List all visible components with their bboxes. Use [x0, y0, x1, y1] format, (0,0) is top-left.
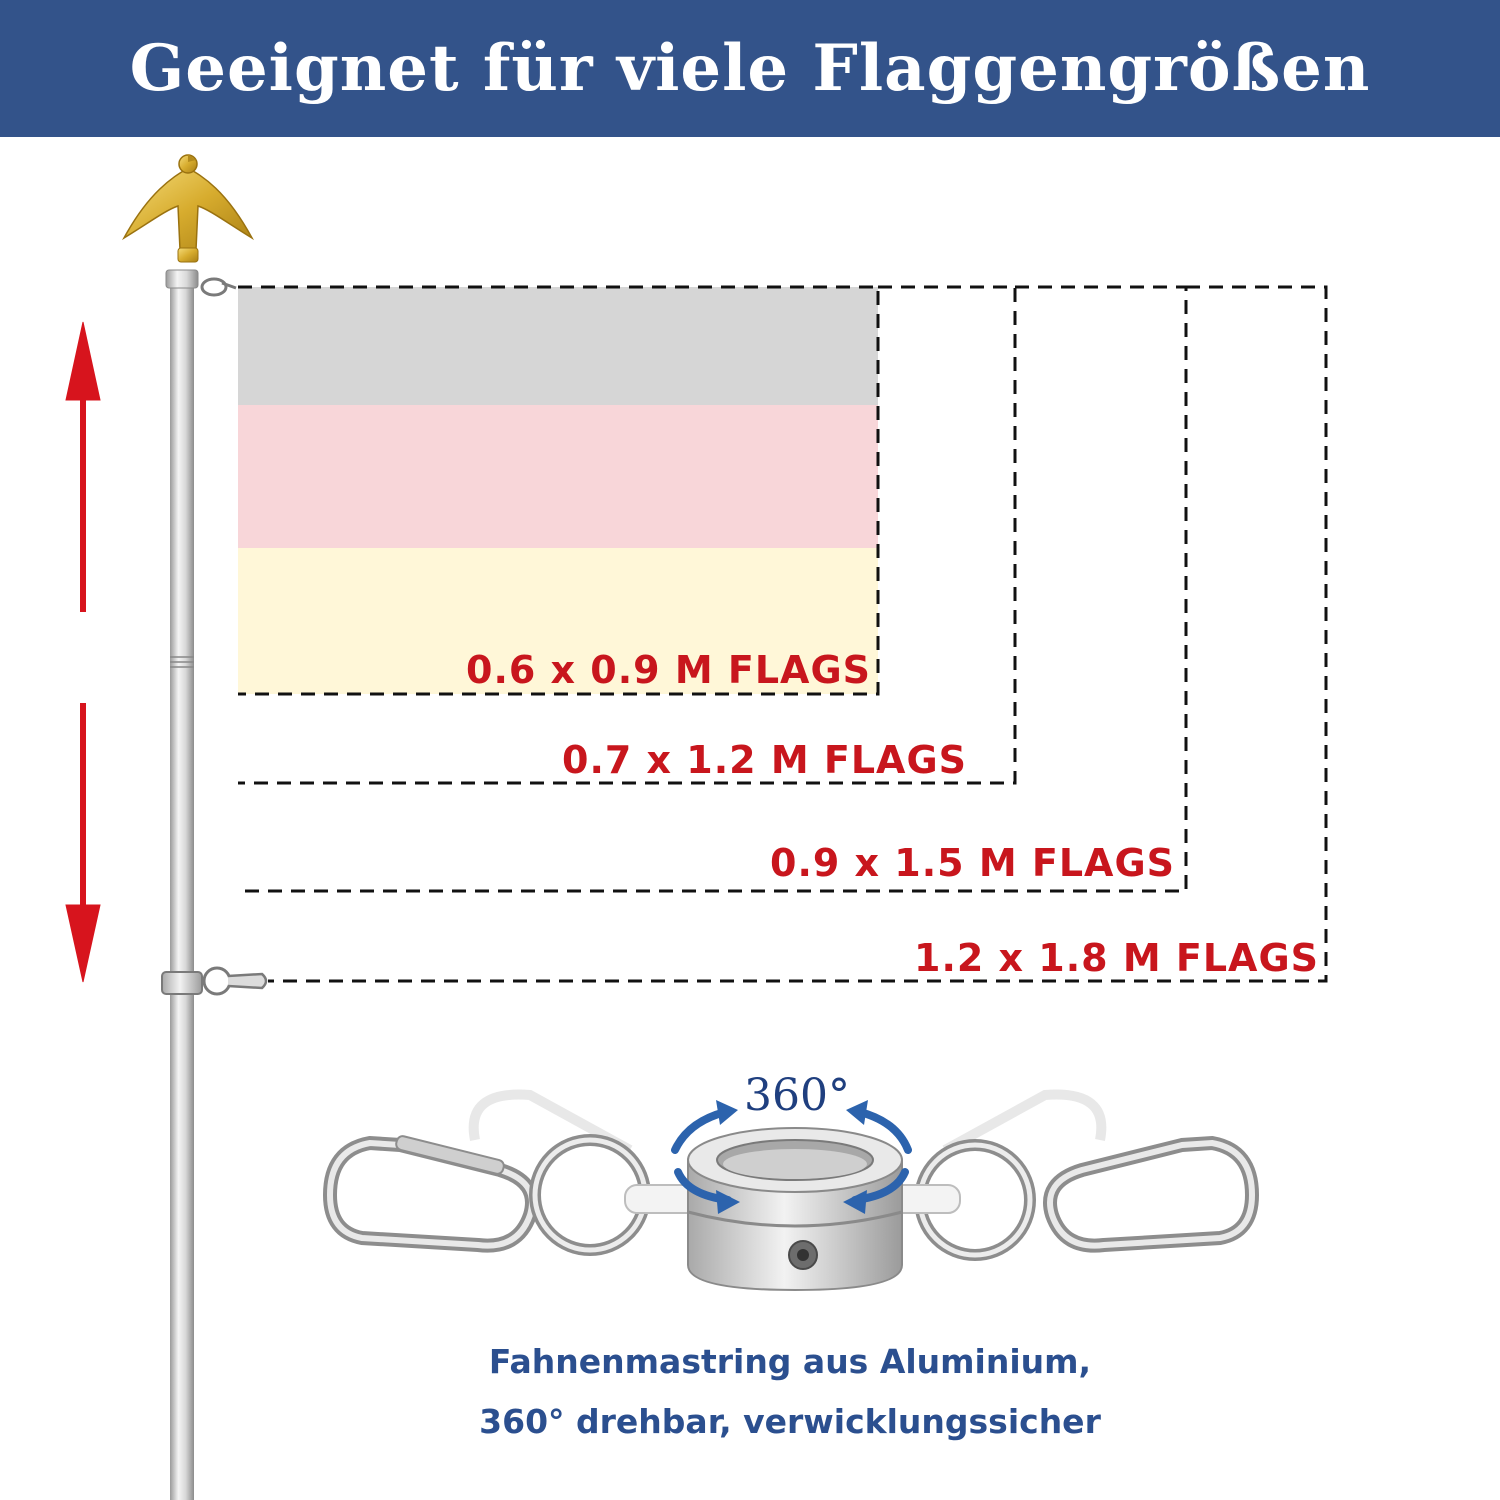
flag-size-label-1: 0.6 x 0.9 M FLAGS: [466, 648, 872, 692]
page-title: Geeignet für viele Flaggengrößen: [129, 31, 1371, 106]
bottom-clip-icon: [162, 968, 266, 994]
rotation-label: 360°: [744, 1070, 850, 1121]
flag-pole: [170, 272, 194, 1500]
ring-caption-line-1: Fahnenmastring aus Aluminium,: [488, 1342, 1092, 1381]
height-arrow-icon: [66, 322, 100, 982]
left-carabiner-icon: [330, 1135, 532, 1246]
flag-stripe-middle: [238, 405, 878, 548]
right-carabiner-icon: [1050, 1143, 1252, 1246]
flag-size-label-4: 1.2 x 1.8 M FLAGS: [914, 936, 1320, 980]
ring-caption-line-2: 360° drehbar, verwicklungssicher: [479, 1402, 1101, 1441]
eagle-finial-icon: [124, 154, 252, 262]
flag-stripe-top: [238, 287, 878, 405]
flag-size-label-2: 0.7 x 1.2 M FLAGS: [562, 738, 968, 782]
flag-size-label-3: 0.9 x 1.5 M FLAGS: [770, 841, 1176, 885]
top-clip-icon: [202, 279, 236, 295]
